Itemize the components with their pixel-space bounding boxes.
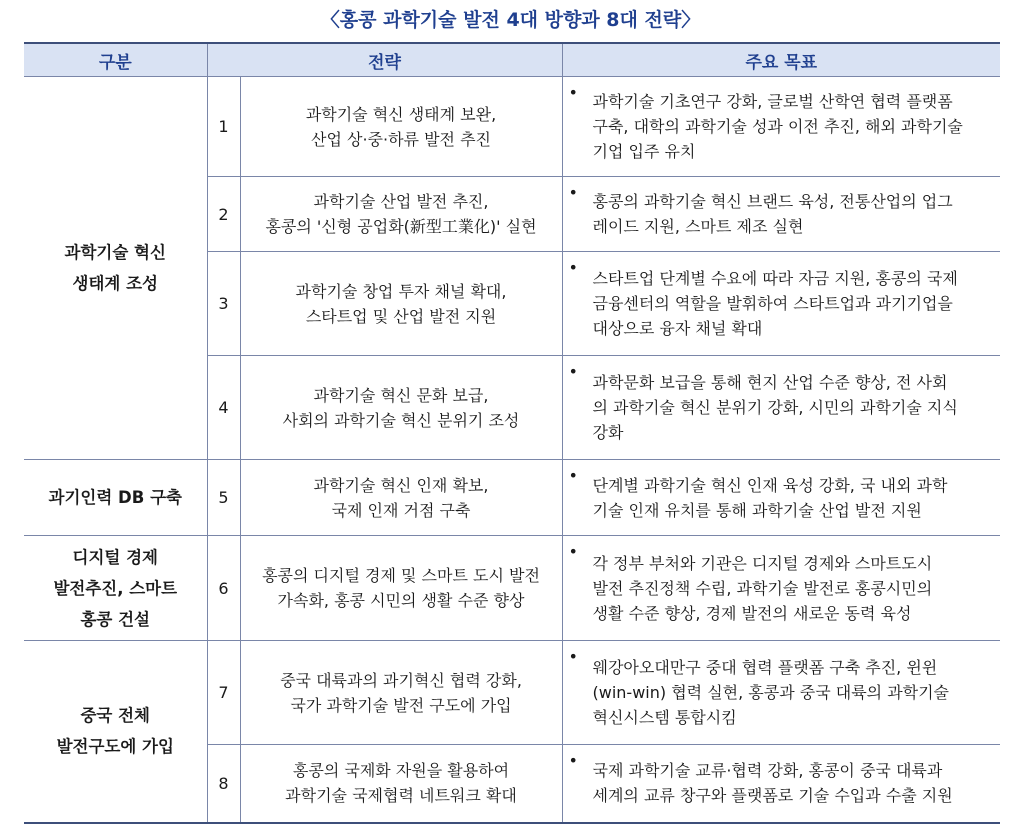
bullet-mark: • [568,647,578,666]
strategy-cell [240,536,562,641]
goal-cell [562,77,1000,177]
strategy-line: 과학기술 산업 발전 추진, [313,192,489,211]
strategy-line: 사회의 과학기술 혁신 분위기 조성 [282,410,520,430]
strategy-table [24,42,1000,824]
category-cell [24,641,207,823]
bullet-mark: • [568,258,578,277]
goal-cell [562,252,1000,356]
bullet-mark: • [568,542,578,561]
goal-line: 각 정부 부처와 기관은 디지털 경제와 스마트도시 [592,553,933,573]
table-row [24,77,1000,177]
strategy-cell [240,177,562,252]
goal-cell [562,745,1000,823]
table-title: 〈홍콩 과학기술 발전 4대 방향과 8대 전략〉 [320,9,701,31]
strategy-line: 과학기술 혁신 인재 확보, [313,475,489,495]
strategy-line: 과학기술 창업 투자 채널 확대, [295,281,507,301]
goal-line: 레이드 지원, 스마트 제조 실현 [592,217,804,236]
strategy-cell [240,745,562,823]
strategy-line: 국가 과학기술 발전 구도에 가입 [290,695,512,715]
goal-line: 의 과학기술 혁신 분위기 강화, 시민의 과학기술 지식 [592,398,958,417]
category-line: 중국 전체 [80,706,150,726]
strategy-cell [240,460,562,536]
goal-line: 국제 과학기술 교류·협력 강화, 홍콩이 중국 대륙과 [592,761,943,781]
goal-cell [562,536,1000,641]
header-category: 구분 [24,43,207,77]
row-number: 8 [207,745,240,823]
row-number: 3 [207,252,240,356]
row-number: 7 [207,641,240,745]
strategy-cell [240,77,562,177]
table-row [24,536,1000,641]
goal-line: 스타트업 단계별 수요에 따라 자금 지원, 홍콩의 국제 [592,269,958,288]
goal-line: 세계의 교류 창구와 플랫폼로 기술 수입과 수출 지원 [592,786,953,806]
goal-cell [562,460,1000,536]
row-number: 4 [207,356,240,460]
bullet-mark: • [568,362,578,381]
goal-line: 홍콩의 과학기술 혁신 브랜드 육성, 전통산업의 업그 [592,192,953,211]
strategy-line: 중국 대륙과의 과기혁신 협력 강화, [280,670,522,690]
strategy-cell [240,356,562,460]
bullet-mark: • [568,83,578,102]
goal-line: 대상으로 융자 채널 확대 [592,319,763,338]
header-row [24,43,1000,77]
strategy-line: 스타트업 및 산업 발전 지원 [305,306,497,326]
strategy-line: 홍콩의 국제화 자원을 활용하여 [292,761,510,781]
goal-line: 기업 입주 유치 [592,142,696,161]
goal-line: 과학기술 기초연구 강화, 글로벌 산학연 협력 플랫폼 [592,92,953,111]
strategy-line: 산업 상·중·하류 발전 추진 [311,129,491,149]
goal-line: 혁신시스템 통합시킴 [592,708,737,727]
goal-line: 웨강아오대만구 중대 협력 플랫폼 구축 추진, 윈윈 [592,658,938,677]
table-row [24,641,1000,745]
strategy-cell [240,252,562,356]
category-line: 발전구도에 가입 [56,737,174,757]
strategy-line: 과학기술 혁신 문화 보급, [313,385,489,405]
bullet-mark: • [568,751,578,770]
table-row [24,460,1000,536]
goal-line: (win-win) 협력 실현, 홍콩과 중국 대륙의 과학기술 [592,683,950,702]
goal-cell [562,177,1000,252]
strategy-line: 국제 인재 거점 구축 [331,500,471,520]
row-number: 2 [207,177,240,252]
goal-line: 발전 추진정책 수립, 과학기술 발전로 홍콩시민의 [592,578,933,598]
strategy-line: 홍콩의 디지털 경제 및 스마트 도시 발전 [262,566,540,585]
header-goal: 주요 목표 [562,43,1000,77]
strategy-line: 가속화, 홍콩 시민의 생활 수준 향상 [277,591,525,610]
category-line: 생태계 조성 [72,274,158,293]
goal-line: 단계별 과학기술 혁신 인재 육성 강화, 국 내외 과학 [592,475,948,495]
category-line: 홍콩 건설 [80,609,150,629]
row-number: 5 [207,460,240,536]
strategy-line: 홍콩의 '신형 공업화(新型工業化)' 실현 [265,217,537,236]
goal-line: 과학문화 보급을 통해 현지 산업 수준 향상, 전 사회 [592,373,948,392]
goal-cell [562,641,1000,745]
bullet-mark: • [568,183,578,202]
category-line: 발전추진, 스마트 [53,578,178,598]
goal-line: 생활 수준 향상, 경제 발전의 새로운 동력 육성 [592,603,912,623]
strategy-line: 과학기술 혁신 생태계 보완, [305,104,497,124]
category-cell [24,536,207,641]
category-cell [24,460,207,536]
bullet-mark: • [568,466,578,485]
strategy-line: 과학기술 국제협력 네트워크 확대 [285,786,517,806]
row-number: 1 [207,77,240,177]
category-line: 과기인력 DB 구축 [48,488,182,507]
goal-line: 구축, 대학의 과학기술 성과 이전 추진, 해외 과학기술 [592,117,963,136]
goal-cell [562,356,1000,460]
goal-line: 강화 [592,423,624,442]
category-line: 디지털 경제 [72,547,158,567]
strategy-cell [240,641,562,745]
row-number: 6 [207,536,240,641]
category-cell [24,77,207,460]
goal-line: 금융센터의 역할을 발휘하여 스타트업과 과기기업을 [592,294,953,313]
category-line: 과학기술 혁신 [64,243,166,262]
goal-line: 기술 인재 유치를 통해 과학기술 산업 발전 지원 [592,500,922,520]
header-strategy: 전략 [207,43,562,77]
